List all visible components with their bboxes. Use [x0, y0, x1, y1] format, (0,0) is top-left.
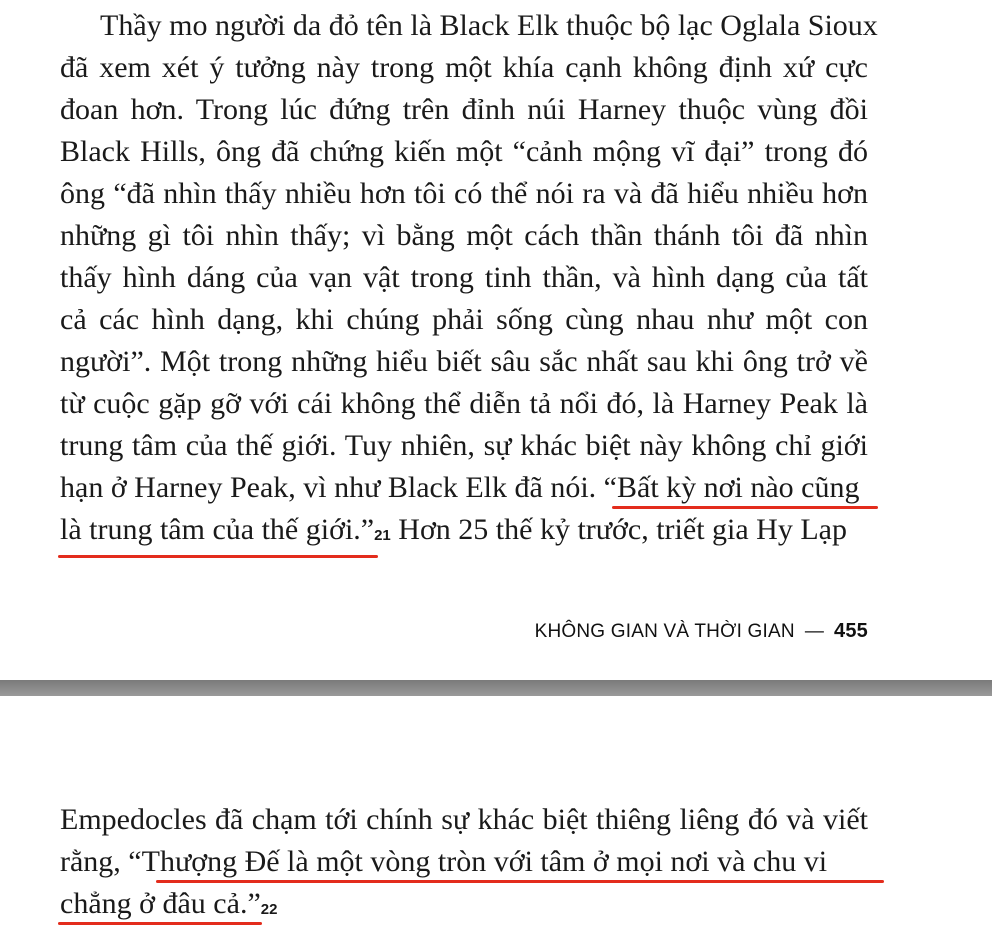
running-title: KHÔNG GIAN VÀ THỜI GIAN — [534, 621, 795, 642]
text-line: Black Hills, ông đã chứng kiến một “cảnh mộng vĩ đại” trong đó — [60, 135, 868, 168]
highlighted-quote: Thượng Đế là một vòng tròn với tâm ở mọi nơi và chu vi — [141, 845, 828, 878]
text-line — [60, 468, 868, 508]
text-segment: hạn ở Harney Peak, vì như Black Elk đã nói. — [60, 471, 604, 504]
footnote-ref: 22 — [260, 901, 278, 918]
text-line: Thầy mo người da đỏ tên là Black Elk thuộc bộ lạc Oglala Sioux — [100, 9, 878, 42]
book-page-next — [0, 696, 992, 930]
text-line: đoan hơn. Trong lúc đứng trên đỉnh núi Harney thuộc vùng đồi — [60, 93, 868, 126]
text-line — [60, 884, 868, 924]
red-underline — [612, 506, 878, 509]
text-line — [60, 842, 868, 882]
text-line: những gì tôi nhìn thấy; vì bằng một cách thần thánh tôi đã nhìn — [60, 219, 868, 252]
red-underline — [156, 880, 884, 883]
footnote-ref: 21 — [374, 527, 391, 544]
text-line: thấy hình dáng của vạn vật trong tinh thần, và hình dạng của tất — [60, 261, 868, 294]
page-number: 455 — [834, 620, 868, 642]
text-line: đã xem xét ý tưởng này trong một khía cạnh không định xứ cực — [60, 51, 868, 84]
text-line: ông “đã nhìn thấy nhiều hơn tôi có thể nói ra và đã hiểu nhiều hơn — [60, 177, 868, 210]
footer-dash: — — [804, 621, 825, 642]
text-line: Empedocles đã chạm tới chính sự khác biệt thiêng liêng đó và viết — [60, 803, 868, 836]
red-underline — [58, 922, 262, 925]
text-line: trung tâm của thế giới. Tuy nhiên, sự khác biệt này không chỉ giới — [60, 429, 868, 462]
red-underline — [58, 555, 378, 558]
text-segment: Hơn 25 thế kỷ trước, triết gia Hy Lạp — [390, 513, 847, 546]
text-line: cả các hình dạng, khi chúng phải sống cùng nhau như một con — [60, 303, 868, 336]
highlighted-quote: chẳng ở đâu cả.” — [60, 887, 261, 920]
highlighted-quote: “Bất kỳ nơi nào cũng — [603, 471, 860, 504]
highlighted-quote: là trung tâm của thế giới.” — [60, 513, 375, 546]
page-gap — [0, 680, 992, 696]
page-footer — [535, 620, 868, 643]
text-segment: rằng, “ — [60, 845, 142, 878]
text-line — [60, 510, 868, 550]
text-line: từ cuộc gặp gỡ với cái không thể diễn tả nổi đó, là Harney Peak là — [60, 387, 868, 420]
text-line: người”. Một trong những hiểu biết sâu sắc nhất sau khi ông trở về — [60, 345, 868, 378]
